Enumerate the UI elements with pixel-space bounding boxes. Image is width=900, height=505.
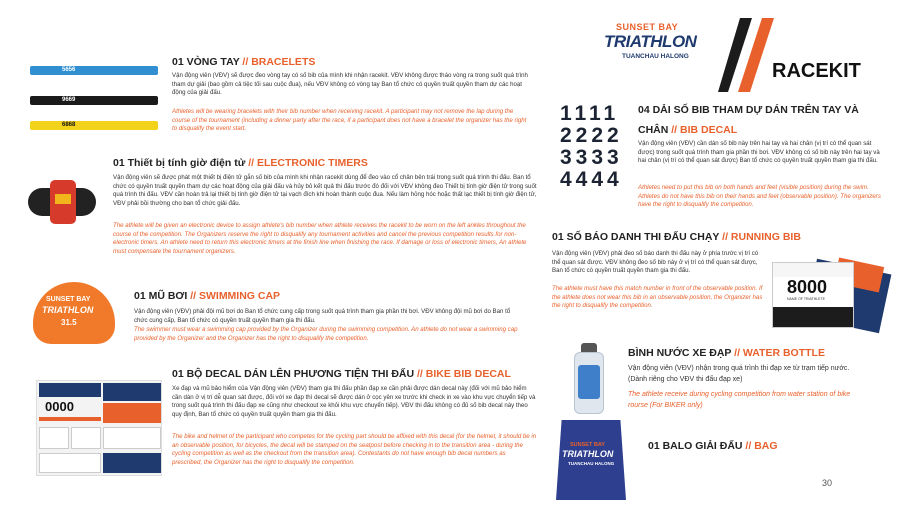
bib-row: 3333: [560, 146, 623, 169]
bag-text-2: TRIATHLON: [562, 449, 614, 459]
cap-text-1: SUNSET BAY: [46, 296, 91, 303]
bracelet-yellow: [30, 121, 158, 130]
brand-logo: [604, 22, 716, 66]
bib-row: 1111: [560, 102, 620, 125]
bib-decal-heading: 04 DẢI SỐ BIB THAM DỰ DÁN TRÊN TAY VÀ CHÂN // BIB DECAL: [638, 104, 859, 136]
cap-body-en: The swimmer must wear a swimming cap provided by the Organizer during the swimming competition. An athlete do not wear a swimming cap provided by the Organizer and the Organizer has the right to disqualify the competition.: [134, 326, 518, 342]
logo-top-text: SUNSET BAY: [616, 22, 679, 32]
bag-image: [548, 420, 634, 500]
cap-text-2: TRIATHLON: [42, 305, 94, 315]
bike-decal-body-en: The bike and helmet of the participant who competes for the cycling part should be affixed with this decal (for the helmet, it should be in an observable position, for bicycles, the decal will be stamped on the seatpost before checking in to the transition area - during the cycling competition as well as the checkout from the transition area). Contestants do not have enough bib decal numbers as prescribed, the Organizer has the right to disqualify the competition.: [172, 433, 537, 466]
bib-row: 2222: [560, 124, 623, 147]
bracelets-heading: 01 VÒNG TAY // BRACELETS: [172, 56, 316, 68]
water-bottle-body-vn: Vận động viên (VĐV) nhận trong quá trình thi đạp xe từ trạm tiếp nước. (Dành riêng cho VĐV thi đấu đạp xe): [628, 365, 850, 383]
bracelets-image: [30, 66, 160, 136]
bib-row: 4444: [560, 168, 623, 191]
water-bottle-heading: BÌNH NƯỚC XE ĐẠP // WATER BOTTLE: [628, 347, 825, 359]
cap-date: 31.5: [61, 318, 77, 327]
swim-cap-image: [33, 282, 115, 344]
page-number: 30: [822, 478, 833, 488]
bike-decal-heading: 01 BỘ DECAL DÁN LÊN PHƯƠNG TIỆN THI ĐẤU // BIKE BIB DECAL: [172, 368, 511, 380]
timers-body-en: The athlete will be given an electronic device to assign athlete's bib number when athlete receives the racekit to be worn on the left ankles throughout the course of the competition. The Organizers reserve the right to disqualify any tournament activities and cancel the previous competition results for non-electronic timers. An athlete need to return this electronic timers at the finish line when finishing the race. If damage or loss of electronic timers, An athlete must compensate the tournament organizers.: [113, 222, 527, 255]
bike-decal-image: [36, 380, 162, 476]
timers-body-vn: Vận động viên sẽ được phát một thiết bị điện tử gắn số bib của mình khi nhận racekit dùng để đeo vào cổ chân bên trái trong suốt quá trình thi đấu. Ban tổ chức có quyền truất quyền tham dự các hoạt động của giải đấu và hủy bỏ kết quả thi đấu trước đó đối với VĐV không đeo Thiết bị tính giờ điện tử trong suốt quá trình thi đấu. VĐV cần hoàn trả lại thiết bị tính giờ điện tử tại vạch đích khi hoàn thành cuộc đua. Nếu làm hỏng hóc hoặc thất lạc thiết bị tính giờ điện tử, VĐV phải bồi thường cho ban tổ chức giải đấu.: [113, 174, 537, 207]
bracelet-tag: 9669: [62, 97, 76, 103]
logo-main-text: TRIATHLON: [604, 32, 697, 51]
timer-strap-image: [28, 176, 96, 228]
bike-decal-body-vn: Xe đạp và mũ bảo hiểm của Vận động viên (VĐV) tham gia thi đấu phần đạp xe cần phải được dán decal này (đối với mũ bảo hiểm cần dán ở vị trí dễ quan sát được, đối với xe đạp thì decal sẽ được dán ở cọc yên xe trước khi check in xe vào khu vực chuyển tiếp và trong suốt quá trình thi đấu đạp xe cũng như checkout xe khỏi khu vực chuyển tiếp). VĐV thi đấu không có đủ số bib decal này theo quy định, Ban tổ chức có quyền truất quyền tham gia thi đấu.: [172, 385, 536, 418]
water-bottle-image: [572, 343, 606, 415]
page-title: RACEKIT: [772, 60, 861, 82]
bracelet-tag: 6868: [62, 122, 76, 128]
bib-decal-body-vn: Vận động viên (VĐV) cần dán số bib này trên hai tay và hai chân (vị trí có thể quan sát được) trong suốt quá trình tham gia phần thi bơi. VĐV không có số bib này trên hai tay và hai chân (vị trí có thể quan sát được) Ban tổ chức có quyền truất quyền tham gia thi đấu.: [638, 140, 880, 165]
cap-heading: 01 MŨ BƠI // SWIMMING CAP: [134, 290, 281, 302]
cap-body-vn: Vận động viên (VĐV) phải đội mũ bơi do Ban tổ chức cung cấp trong suốt quá trình tham gia phần thi bơi. VĐV không đội mũ bơi do Ban tổ chức cung cấp, Ban tổ chức có quyền truất quyền tham gia thi đấu.: [134, 308, 511, 324]
bracelets-body-en: Athletes will be wearing bracelets with their bib number when receiving racekit. A participant may not remove the lap during the course of the tournament (including a dinner party after the race, if a participant does not have a bracelet the organizer has the right to disqualify the event start.: [172, 108, 527, 133]
water-bottle-body-en: The athlete receive during cycling competition from water station of bike rourse (For BIKER only): [628, 391, 851, 409]
bag-text-1: SUNSET BAY: [570, 442, 605, 448]
decal-sheet-left: [39, 383, 101, 475]
running-bib-heading: 01 SỐ BÁO DANH THI ĐẤU CHẠY // RUNNING BIB: [552, 231, 801, 243]
bag-text-3: TUANCHAU HALONG: [568, 461, 615, 466]
bib-name: NAME OF TRIATHLETE: [787, 297, 825, 301]
slash-mark-icon: [718, 18, 774, 92]
bracelets-body-vn: Vận động viên (VĐV) sẽ được đeo vòng tay có số bib của mình khi nhận racekit. VĐV không được tháo vòng ra trong suốt quá trình tham dự giải (bao gồm cả tiệc tối sau cuộc đua), nếu VĐV không có vòng tay Ban tổ chức có quyền truất quyền tham dự các hoạt động của giải đấu.: [172, 72, 528, 97]
running-bib-image: [772, 252, 888, 332]
bib-decal-body-en: Athletes need to put this bib on both hands and feet (visible position) during the swim. Athletes do not have this bib on their hands and feet (observable position). The organizers have the right to disqualify the competition.: [638, 184, 881, 209]
running-bib-body-en: The athlete must have this match number in front of the observable position. If the athlete does not wear this bib in an observable position, the Organizer has the right to disqualify the competition.: [552, 285, 763, 310]
logo-sub-text: TUANCHAU HALONG: [622, 53, 689, 60]
bib-decal-image: [560, 103, 642, 195]
decal-sheet-right: [103, 383, 161, 475]
decal-number: 0000: [45, 399, 74, 414]
bracelet-tag: 5656: [62, 67, 76, 73]
bracelet-blue: [30, 66, 158, 75]
timers-heading: 01 Thiết bị tính giờ điện tử // ELECTRONIC TIMERS: [113, 157, 368, 169]
bib-number: 8000: [787, 277, 828, 297]
bag-heading: 01 BALO GIẢI ĐẤU // BAG: [648, 440, 778, 452]
bracelet-black: [30, 96, 158, 105]
running-bib-body-vn: Vận động viên (VĐV) phải đeo số báo danh thi đấu này ở phía trước vị trí có thể quan sát được. VĐV không đeo số bib này ở vị trí có thể quan sát được, Ban tổ chức có quyền truất quyền tham gia thi đấu.: [552, 250, 759, 275]
